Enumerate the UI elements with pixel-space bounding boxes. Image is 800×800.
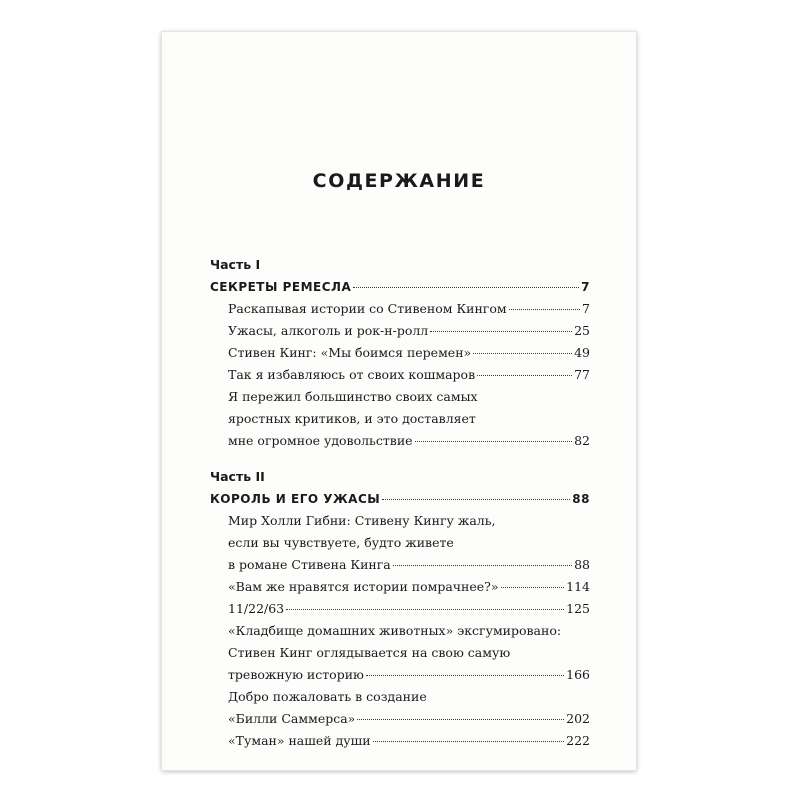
toc-entry-title: в романе Стивена Кинга <box>228 557 391 572</box>
toc-entry <box>210 576 590 598</box>
toc-entry <box>210 320 590 342</box>
page-number: 82 <box>574 433 590 448</box>
page-number: 7 <box>582 301 590 316</box>
toc-entry-line: «Кладбище домашних животных» эксгумировано: <box>228 623 562 638</box>
dot-leader <box>353 287 579 288</box>
page-number: 25 <box>574 323 590 338</box>
toc-section-heading <box>210 276 590 298</box>
page-number: 88 <box>574 557 590 572</box>
dot-leader <box>373 741 565 742</box>
dot-leader <box>477 375 572 376</box>
dot-leader <box>357 719 564 720</box>
toc-entry-line: если вы чувствуете, будто живете <box>228 535 454 550</box>
toc-entry-title: «Билли Саммерса» <box>228 711 356 726</box>
toc-entry-title: Ужасы, алкоголь и рок-н-ролл <box>228 323 429 338</box>
dot-leader <box>501 587 565 588</box>
page-number: 166 <box>566 667 590 682</box>
toc-entry-line: яростных критиков, и это доставляет <box>228 411 476 426</box>
toc-entry <box>210 430 590 452</box>
table-of-contents <box>210 254 590 752</box>
part-1-label: Часть I <box>210 257 261 272</box>
page-number: 222 <box>566 733 590 748</box>
page-number: 49 <box>574 345 590 360</box>
dot-leader <box>393 565 572 566</box>
toc-entry-title: Раскапывая истории со Стивеном Кингом <box>228 301 507 316</box>
page-number: 7 <box>581 280 590 294</box>
toc-entry <box>210 598 590 620</box>
page-number: 77 <box>574 367 590 382</box>
toc-entry <box>210 342 590 364</box>
dot-leader <box>382 499 570 500</box>
toc-entry <box>210 730 590 752</box>
toc-entry <box>210 708 590 730</box>
dot-leader <box>415 441 573 442</box>
dot-leader <box>366 675 564 676</box>
toc-section-heading <box>210 488 590 510</box>
part-2-label: Часть II <box>210 469 265 484</box>
book-page <box>162 32 636 770</box>
dot-leader <box>430 331 572 332</box>
dot-leader <box>473 353 572 354</box>
toc-entry-title: мне огромное удовольствие <box>228 433 413 448</box>
toc-entry-title: «Вам же нравятся истории помрачнее?» <box>228 579 499 594</box>
toc-section-title: КОРОЛЬ И ЕГО УЖАСЫ <box>210 492 381 506</box>
toc-entry-line: Стивен Кинг оглядывается на свою самую <box>228 645 511 660</box>
dot-leader <box>286 609 564 610</box>
page-number: 88 <box>572 492 590 506</box>
page-title: СОДЕРЖАНИЕ <box>312 170 486 192</box>
toc-entry-title: «Туман» нашей души <box>228 733 371 748</box>
toc-entry <box>210 364 590 386</box>
page-number: 125 <box>566 601 590 616</box>
page-number: 202 <box>566 711 590 726</box>
toc-entry-title: Стивен Кинг: «Мы боимся перемен» <box>228 345 472 360</box>
toc-entry-line: Я пережил большинство своих самых <box>228 389 478 404</box>
toc-entry-title: 11/22/63 <box>228 601 285 616</box>
toc-entry-line: Мир Холли Гибни: Стивену Кингу жаль, <box>228 513 496 528</box>
toc-entry-title: Так я избавляюсь от своих кошмаров <box>228 367 476 382</box>
toc-entry <box>210 554 590 576</box>
dot-leader <box>509 309 580 310</box>
toc-entry-title: тревожную историю <box>228 667 364 682</box>
toc-entry-line: Добро пожаловать в создание <box>228 689 427 704</box>
toc-section-title: СЕКРЕТЫ РЕМЕСЛА <box>210 280 352 294</box>
toc-entry <box>210 298 590 320</box>
page-number: 114 <box>566 579 590 594</box>
part-spacer <box>210 452 590 466</box>
toc-entry <box>210 664 590 686</box>
